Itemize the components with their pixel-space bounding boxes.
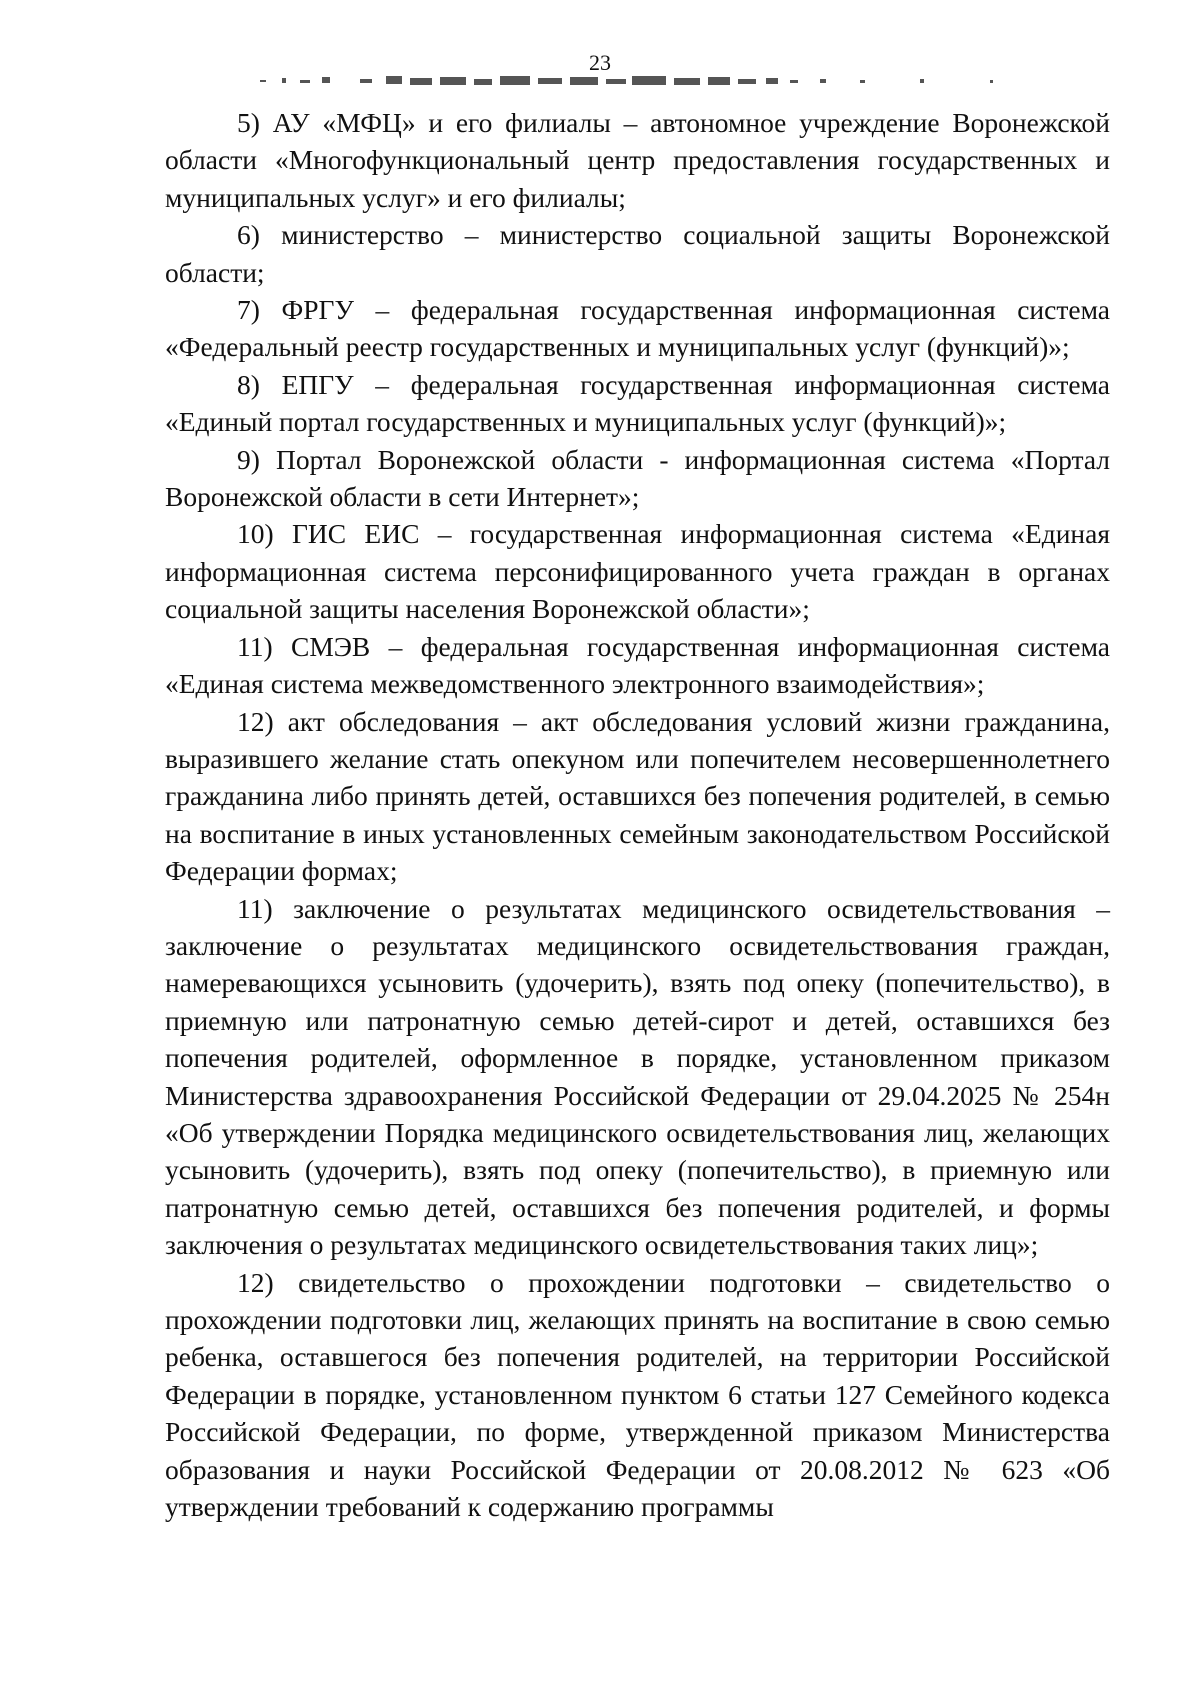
definition-paragraph: 12) акт обследования – акт обследования условий жизни гражданина, выразившего желание стать опекуном или попечителем несовершеннолетнего гражданина либо принять детей, оставшихся без попечения родителей, в семью на воспитание в иных установленных семейным законодательством Российской Федерации формах;	[165, 705, 1110, 887]
definition-paragraph: 11) заключение о результатах медицинского освидетельствования – заключение о результатах медицинского освидетельствования граждан, намеревающихся усыновить (удочерить), взять под опеку (попечительство), в приемную или патронатную семью детей-сирот и детей, оставшихся без попечения родителей, оформленное в порядке, установленном приказом Министерства здравоохранения Российской Федерации от 29.04.2025 № 254н «Об утверждении Порядка медицинского освидетельствования лиц, желающих усыновить (удочерить), взять под опеку (попечительство), в приемную или патронатную семью детей, оставшихся без попечения родителей, и формы заключения о результатах медицинского освидетельствования таких лиц»;	[165, 892, 1110, 1261]
definition-paragraph: 9) Портал Воронежской области - информационная система «Портал Воронежской области в сети Интернет»;	[165, 443, 1110, 513]
definition-paragraph: 8) ЕПГУ – федеральная государственная информационная система «Единый портал государственных и муниципальных услуг (функций)»;	[165, 368, 1110, 438]
scan-noise-marks	[260, 74, 1060, 88]
definition-paragraph: 6) министерство – министерство социальной защиты Воронежской области;	[165, 219, 1110, 288]
definition-paragraph: 7) ФРГУ – федеральная государственная информационная система «Федеральный реестр государственных и муниципальных услуг (функций)»;	[165, 294, 1110, 363]
definition-paragraph: 10) ГИС ЕИС – государственная информационная система «Единая информационная система персонифицированного учета граждан в органах социальной защиты населения Воронежской области»;	[165, 518, 1110, 625]
definition-paragraph: 11) СМЭВ – федеральная государственная информационная система «Единая система межведомственного электронного взаимодействия»;	[165, 630, 1110, 700]
page-number: 23	[589, 50, 611, 75]
definition-paragraph: 12) свидетельство о прохождении подготовки – свидетельство о прохождении подготовки лиц, желающих принять на воспитание в свою семью ребенка, оставшегося без попечения родителей, на территории Российской Федерации в порядке, установленном пунктом 6 статьи 127 Семейного кодекса Российской Федерации, по форме, утвержденной приказом Министерства образования и науки Российской Федерации от 20.08.2012 № 623 «Об утверждении требований к содержанию программы	[165, 1266, 1110, 1523]
document-body	[165, 104, 1110, 1525]
definition-paragraph: 5) АУ «МФЦ» и его филиалы – автономное учреждение Воронежской области «Многофункциональный центр предоставления государственных и муниципальных услуг» и его филиалы;	[165, 107, 1110, 213]
